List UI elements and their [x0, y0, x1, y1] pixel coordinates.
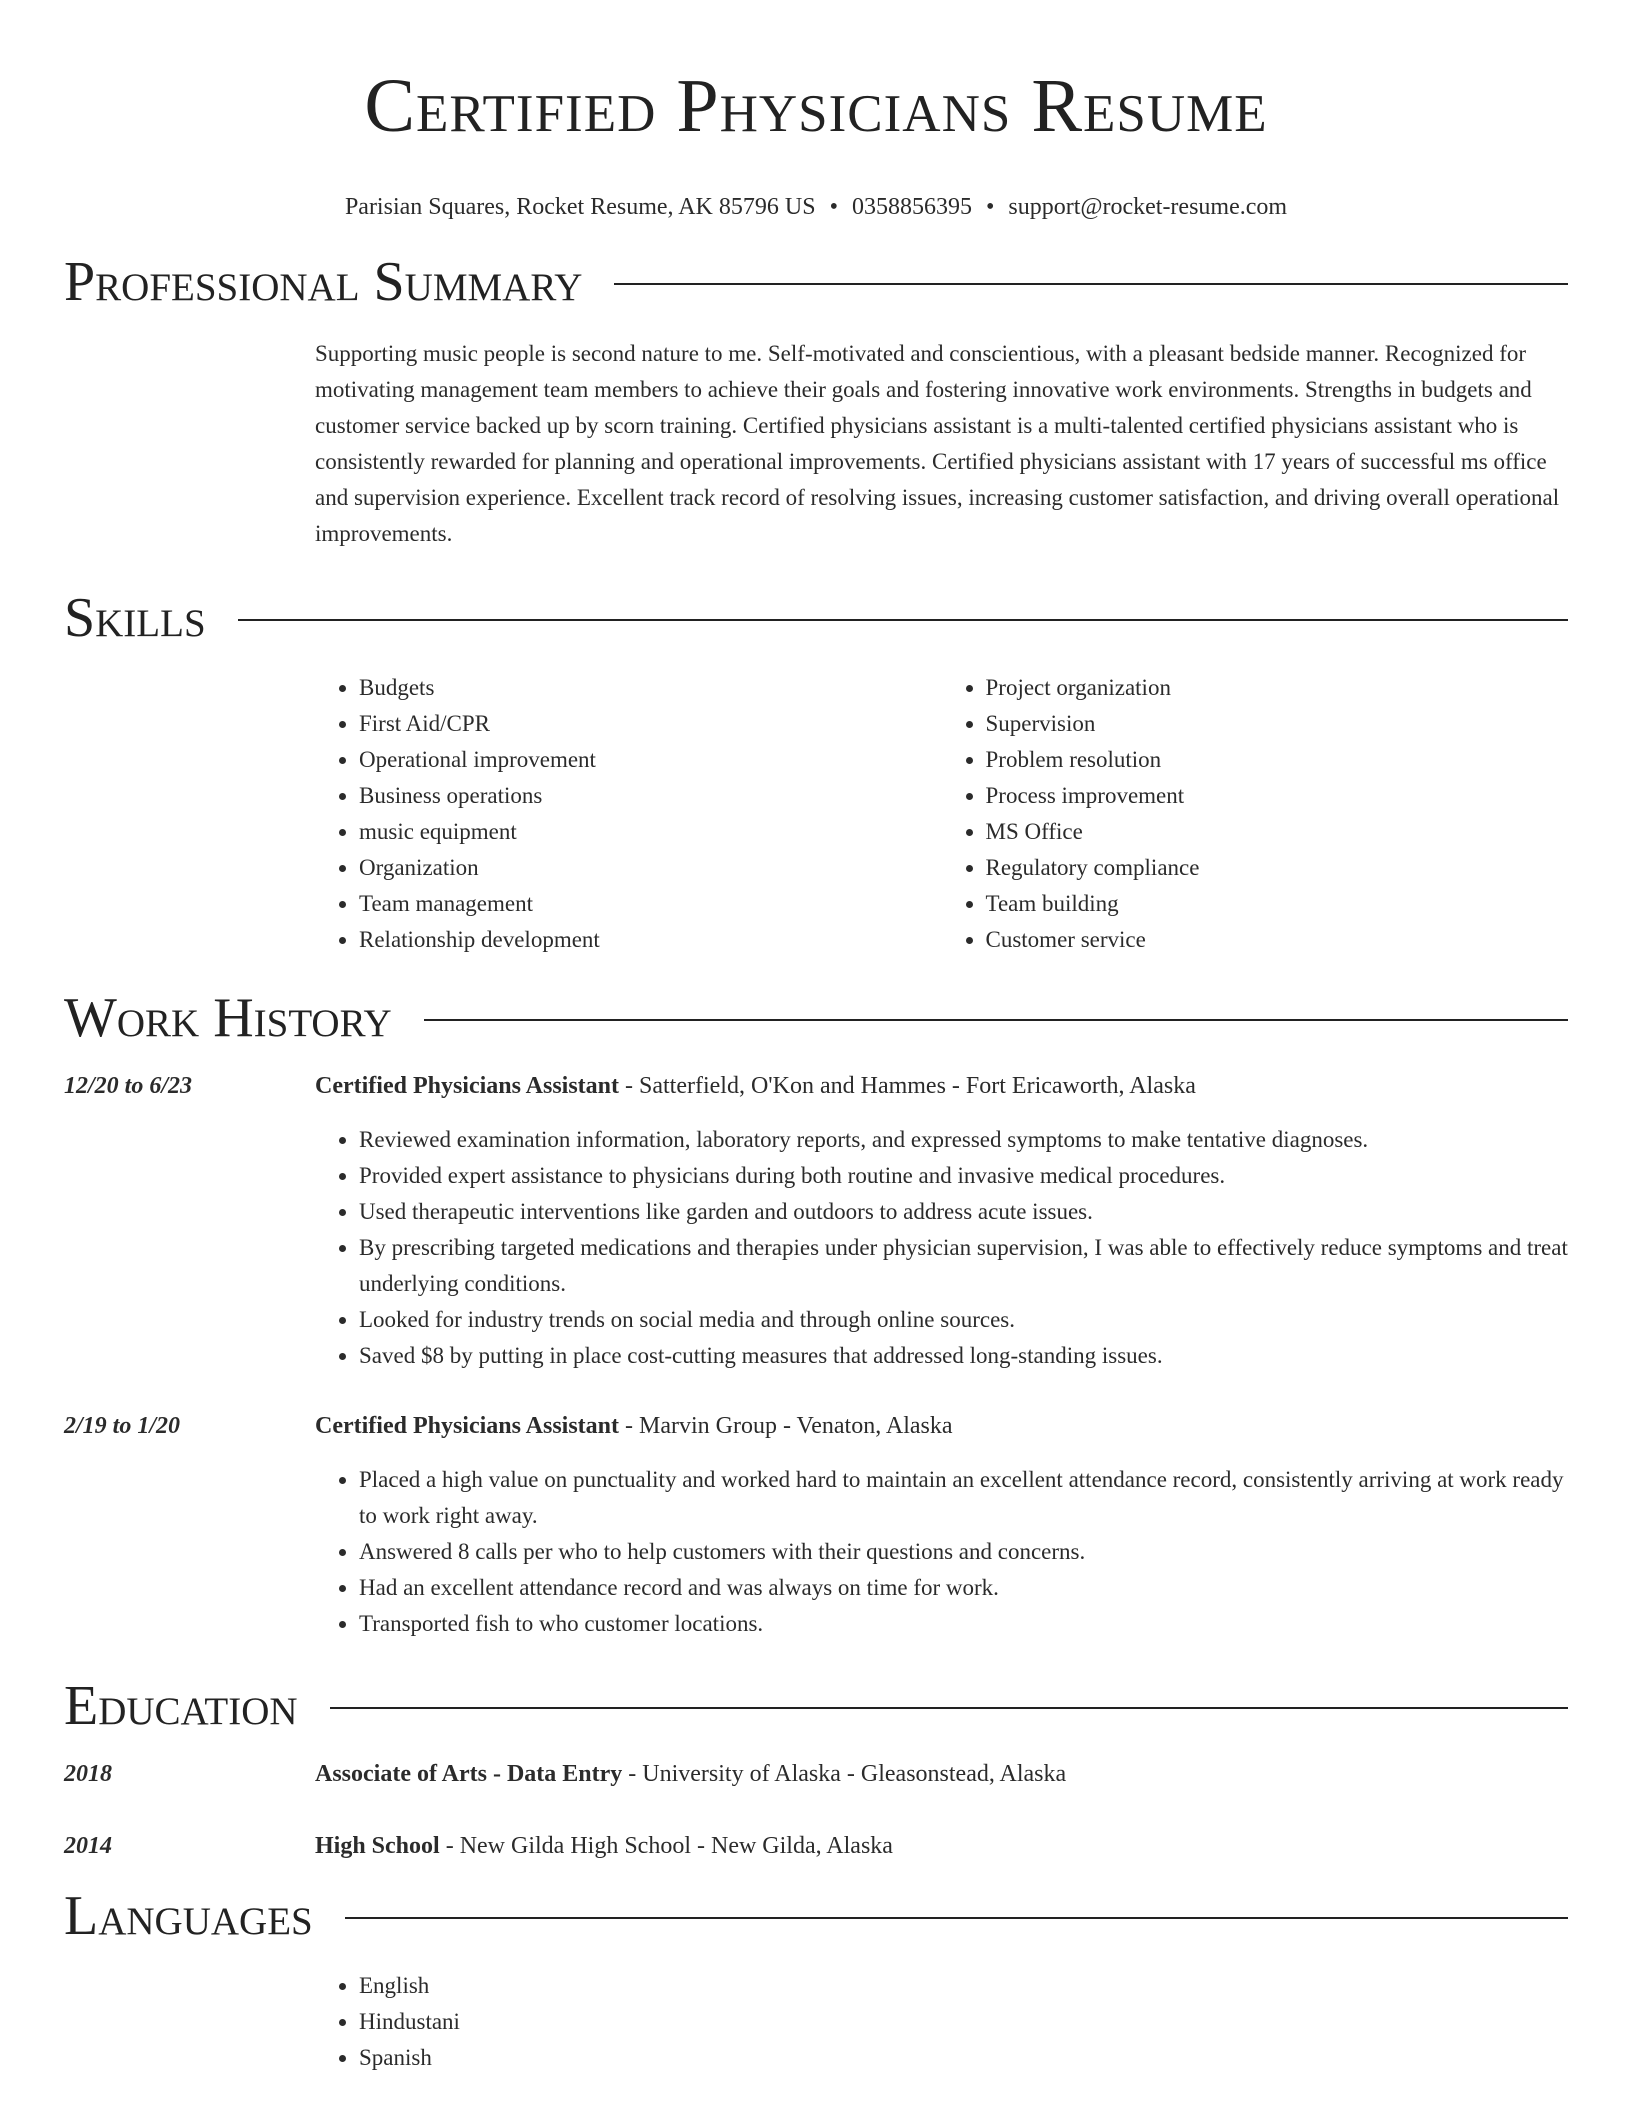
- skills-heading: Skills: [64, 587, 206, 649]
- section-divider: [238, 619, 1568, 621]
- work-entry-body: [315, 1408, 1568, 1642]
- job-duty: • By prescribing targeted medications and therapies under physician supervision, I was able to effectively reduce symptoms and treat underlying conditions.: [359, 1230, 1568, 1302]
- education-heading: Education: [64, 1675, 298, 1737]
- education-details: [315, 1828, 1568, 1864]
- job-duty: • Provided expert assistance to physicians during both routine and invasive medical procedures.: [359, 1158, 1568, 1194]
- contact-line: [64, 192, 1568, 222]
- school-info: - New Gilda High School - New Gilda, Alaska: [439, 1833, 893, 1859]
- resume-page: [64, 0, 1568, 2076]
- skill-item: • Customer service: [986, 922, 1569, 958]
- work-dates: 2/19 to 1/20: [64, 1413, 181, 1439]
- language-item: • English: [359, 1968, 1568, 2004]
- skill-item: • First Aid/CPR: [359, 706, 942, 742]
- summary-heading: Professional Summary: [64, 251, 583, 313]
- languages-body: [315, 1968, 1568, 2076]
- contact-separator: •: [829, 194, 838, 220]
- skill-item: • Process improvement: [986, 778, 1569, 814]
- contact-separator: •: [985, 194, 995, 220]
- job-employer: - Marvin Group - Venaton, Alaska: [619, 1413, 953, 1439]
- contact-email: support@rocket-resume.com: [1008, 194, 1288, 220]
- skills-column-right: [942, 670, 1569, 958]
- job-duties: [315, 1122, 1568, 1374]
- skills-column-left: [315, 670, 942, 958]
- job-duty: • Reviewed examination information, laboratory reports, and expressed symptoms to make tentative diagnoses.: [359, 1122, 1568, 1158]
- job-duty: • Looked for industry trends on social media and through online sources.: [359, 1302, 1568, 1338]
- job-duty: • Transported fish to who customer locations.: [359, 1606, 1568, 1642]
- section-divider: [614, 283, 1568, 285]
- job-duty: • Used therapeutic interventions like garden and outdoors to address acute issues.: [359, 1194, 1568, 1230]
- education-year: 2018: [64, 1761, 112, 1787]
- skill-item: • Relationship development: [359, 922, 942, 958]
- skill-item: • Business operations: [359, 778, 942, 814]
- skill-item: • Supervision: [986, 706, 1569, 742]
- section-divider: [345, 1917, 1568, 1919]
- education-entry: [64, 1756, 1568, 1792]
- skill-item: • Team building: [986, 886, 1569, 922]
- contact-phone: 0358856395: [851, 194, 972, 220]
- skill-item: • Organization: [359, 850, 942, 886]
- education-year: 2014: [64, 1833, 112, 1859]
- education-entry: [64, 1828, 1568, 1864]
- resume-title: Certified Physicians Resume: [364, 64, 1268, 148]
- skill-item: • MS Office: [986, 814, 1569, 850]
- degree-name: Associate of Arts - Data Entry: [315, 1761, 623, 1787]
- summary-body: [315, 336, 1568, 552]
- work-entry: [64, 1408, 1568, 1642]
- work-entry-header: [315, 1068, 1568, 1104]
- education-details: [315, 1756, 1568, 1792]
- languages-list: [315, 1968, 1568, 2076]
- work-entry-header: [315, 1408, 1568, 1444]
- work-section-header: [64, 986, 1568, 1050]
- skill-item: • Problem resolution: [986, 742, 1569, 778]
- language-item: • Hindustani: [359, 2004, 1568, 2040]
- skill-item: • Operational improvement: [359, 742, 942, 778]
- work-heading: Work History: [64, 987, 392, 1049]
- job-title: Certified Physicians Assistant: [315, 1413, 620, 1439]
- summary-section-header: [64, 250, 1568, 314]
- work-entry: [64, 1068, 1568, 1374]
- languages-section-header: [64, 1884, 1568, 1948]
- school-info: - University of Alaska - Gleasonstead, Alaska: [622, 1761, 1067, 1787]
- work-dates: 12/20 to 6/23: [64, 1073, 193, 1099]
- job-duties: [315, 1462, 1568, 1642]
- degree-name: High School: [315, 1833, 440, 1859]
- language-item: • Spanish: [359, 2040, 1568, 2076]
- work-entry-body: [315, 1068, 1568, 1374]
- contact-address: Parisian Squares, Rocket Resume, AK 85796 US: [344, 194, 816, 220]
- skill-item: • music equipment: [359, 814, 942, 850]
- summary-text: Supporting music people is second nature to me. Self-motivated and conscientious, with a pleasant bedside manner. Recognized for motivating management team members to achieve their goals and fostering innovative work environments. Strengths in budgets and customer service backed up by scorn training. Certified physicians assistant is a multi-talented certified physicians assistant who is consistently rewarded for planning and operational improvements. Certified physicians assistant with 17 years of successful ms office and supervision experience. Excellent track record of resolving issues, increasing customer satisfaction, and driving overall operational improvements.: [315, 341, 1560, 546]
- job-duty: • Had an excellent attendance record and was always on time for work.: [359, 1570, 1568, 1606]
- job-duty: • Saved $8 by putting in place cost-cutting measures that addressed long-standing issues.: [359, 1338, 1568, 1374]
- skill-item: • Project organization: [986, 670, 1569, 706]
- job-duty: • Placed a high value on punctuality and worked hard to maintain an excellent attendance record, consistently arriving at work ready to work right away.: [359, 1462, 1568, 1534]
- languages-heading: Languages: [64, 1885, 313, 1947]
- skill-item: • Budgets: [359, 670, 942, 706]
- job-duty: • Answered 8 calls per who to help customers with their questions and concerns.: [359, 1534, 1568, 1570]
- section-divider: [424, 1019, 1568, 1021]
- skill-item: • Regulatory compliance: [986, 850, 1569, 886]
- job-employer: - Satterfield, O'Kon and Hammes - Fort Ericaworth, Alaska: [619, 1073, 1196, 1099]
- job-title: Certified Physicians Assistant: [315, 1073, 620, 1099]
- education-section-header: [64, 1674, 1568, 1738]
- section-divider: [330, 1707, 1568, 1709]
- skills-list: [315, 670, 1568, 958]
- skill-item: • Team management: [359, 886, 942, 922]
- skills-section-header: [64, 586, 1568, 650]
